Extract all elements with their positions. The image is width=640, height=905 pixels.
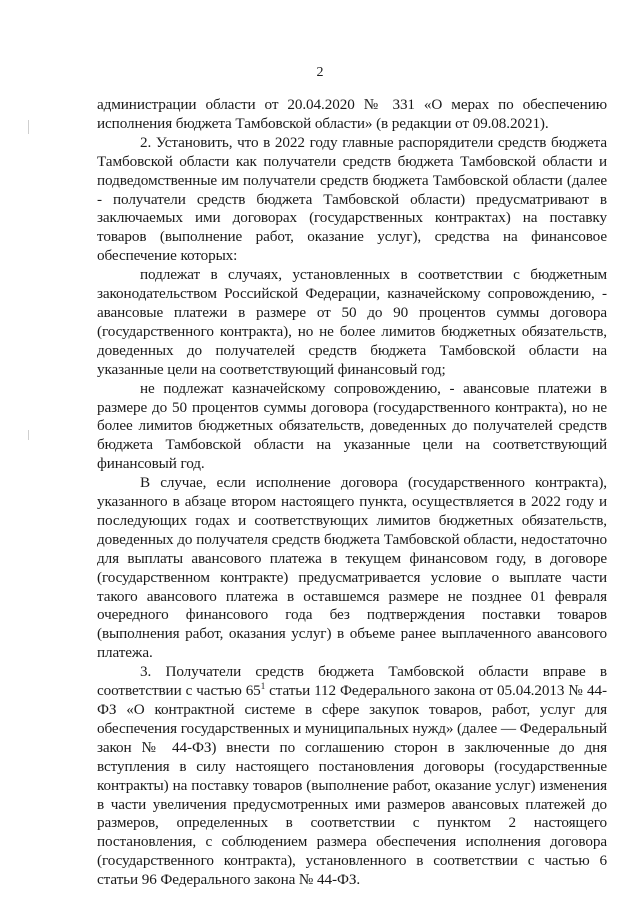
document-body — [97, 96, 607, 890]
paragraph-item-2: 2. Установить, что в 2022 году главные распорядители средств бюджета Тамбовской области как получатели средств бюджета Тамбовской области и подведомственные им получатели средств бюджета Тамбовской области (далее - получатели средств бюджета Тамбовской области) предусматривают в заключаемых ими договорах (государственных контрактах) на поставку товаров (выполнение работ, оказание услуг), средства на финансовое обеспечение которых: — [97, 133, 607, 265]
paragraph-subitem-treasury-support: подлежат в случаях, установленных в соответствии с бюджетным законодательством Российской Федерации, казначейскому сопровождению, - авансовые платежи в размере от 50 до 90 процентов суммы договора (государственного контракта), но не более лимитов бюджетных обязательств, доведенных до получателей средств бюджета Тамбовской области на указанные цели на соответствующий финансовый год; — [97, 266, 607, 378]
page-number: 2 — [316, 65, 324, 80]
paragraph-item-3-text-b: статьи 112 Федерального закона от 05.04.2013 № 44-ФЗ «О контрактной системе в сфере закупок товаров, работ, услуг для обеспечения государственных и муниципальных нужд» (далее — Федеральный закон № 44-ФЗ) внести по соглашению сторон в заключенные до дня вступления в силу настоящего постановления договоры (государственные контракты) на поставку товаров (выполнение работ, оказание услуг) изменения в части увеличения предусмотренных ими размеров авансовых платежей до размеров, определенных в соответствии с пунктом 2 настоящего постановления, с соблюдением размера обеспечения исполнения договора (государственного контракта), установленного в соответствии с частью 6 статьи 96 Федерального закона № 44-ФЗ. — [97, 682, 607, 889]
scan-margin-mark — [28, 120, 29, 134]
paragraph-continuation: администрации области от 20.04.2020 № 331 «О мерах по обеспечению исполнения бюджета Тамбовской области» (в редакции от 09.08.2021). — [97, 96, 607, 132]
superscript-footnote: 1 — [260, 681, 266, 692]
paragraph-subitem-no-treasury-support: не подлежат казначейскому сопровождению, - авансовые платежи в размере до 50 процентов суммы договора (государственного контракта), но не более лимитов бюджетных обязательств, доведенных до получателей средств бюджета Тамбовской области на указанные цели на соответствующий финансовый год. — [97, 379, 607, 473]
paragraph-item-3 — [97, 663, 607, 890]
paragraph-item-3-text-a: 3. Получатели средств бюджета Тамбовской области вправе в соответствии с частью 65 — [97, 663, 607, 700]
scan-margin-mark — [28, 430, 29, 440]
paragraph-advance-payment-condition: В случае, если исполнение договора (государственного контракта), указанного в абзаце втором настоящего пункта, осуществляется в 2022 году и последующих годах и соответствующих лимитов бюджетных обязательств, доведенных до получателя средств бюджета Тамбовской области, недостаточно для выплаты авансового платежа в текущем финансовом году, в договоре (государственном контракте) предусматривается условие о выплате части такого авансового платежа в оставшемся размере не позднее 01 февраля очередного финансового года без подтверждения поставки товаров (выполнения работ, оказания услуг) в объеме ранее выплаченного авансового платежа. — [97, 474, 607, 662]
